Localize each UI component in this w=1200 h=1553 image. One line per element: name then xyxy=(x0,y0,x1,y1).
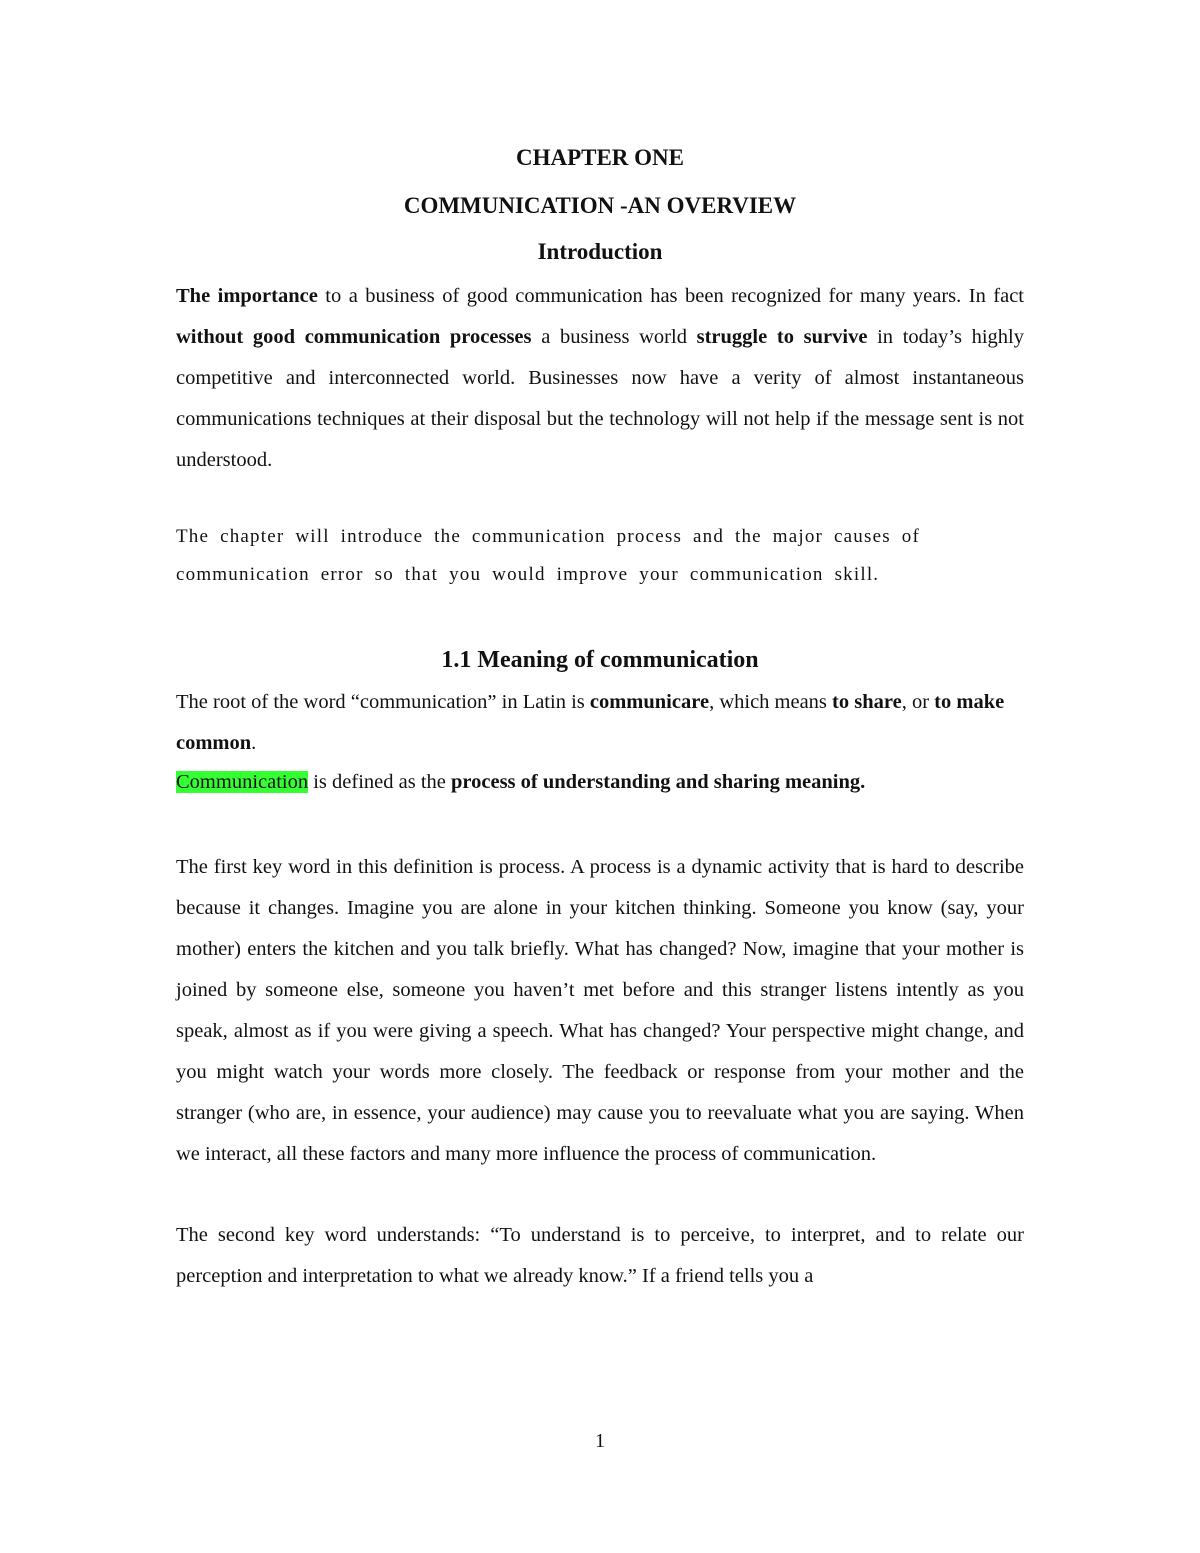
chapter-subtitle: COMMUNICATION -AN OVERVIEW xyxy=(403,193,797,218)
text-run: to a business of good communication has been recognized for many years. In fact xyxy=(317,285,1025,307)
bold-phrase: process of understanding and sharing meaning. xyxy=(451,771,866,793)
bold-phrase: to share xyxy=(832,691,902,713)
process-paragraph: The first key word in this definition is process. A process is a dynamic activity that is hard to describe because it changes. Imagine you are alone in your kitchen thinking. Someone you know (say, your mother) enters the kitchen and you talk briefly. What has changed? Now, imagine that your mother is joined by someone else, someone you haven’t met before and this stranger listens intently as you speak, almost as if you were giving a speech. What has changed? Your perspective might change, and you might watch your words more closely. The feedback or response from your mother and the stranger (who are, in essence, your audience) may cause you to reevaluate what you are saying. When we interact, all these factors and many more influence the process of communication. xyxy=(176,856,1024,1165)
definition-paragraph xyxy=(176,762,1024,803)
bold-phrase: The importance xyxy=(176,285,318,307)
page-content xyxy=(176,142,1024,1297)
text-run: a business world xyxy=(531,326,697,348)
bold-phrase: to make common xyxy=(176,691,1005,754)
bold-phrase: struggle to survive xyxy=(696,326,868,348)
intro-paragraph xyxy=(176,276,1024,481)
bold-phrase: communicare xyxy=(589,691,710,713)
section-heading: 1.1 Meaning of communication xyxy=(441,647,759,673)
text-run: , or xyxy=(901,691,935,713)
chapter-heading: CHAPTER ONE xyxy=(515,145,685,170)
introduction-heading: Introduction xyxy=(537,239,663,264)
text-run: in today’s highly competitive and interconnected world. Businesses now have a verity of almost instantaneous communications techniques at their disposal but the technology will not help if the message sent is not understood. xyxy=(176,326,1024,471)
understanding-paragraph: The second key word understands: “To understand is to perceive, to interpret, and to relate our perception and interpretation to what we already know.” If a friend tells you a xyxy=(176,1224,1024,1287)
text-run: The root of the word “communication” in Latin is xyxy=(176,691,590,713)
text-run: , which means xyxy=(709,691,833,713)
text-run: . xyxy=(251,732,257,754)
highlighted-term: Communication xyxy=(176,771,309,793)
chapter-note-paragraph: The chapter will introduce the communication process and the major causes of communication error so that you would improve your communication skill. xyxy=(176,526,920,585)
bold-phrase: without good communication processes xyxy=(176,326,532,348)
text-run: is defined as the xyxy=(308,771,451,793)
word-root-paragraph xyxy=(176,682,1024,764)
page-number: 1 xyxy=(595,1430,605,1452)
